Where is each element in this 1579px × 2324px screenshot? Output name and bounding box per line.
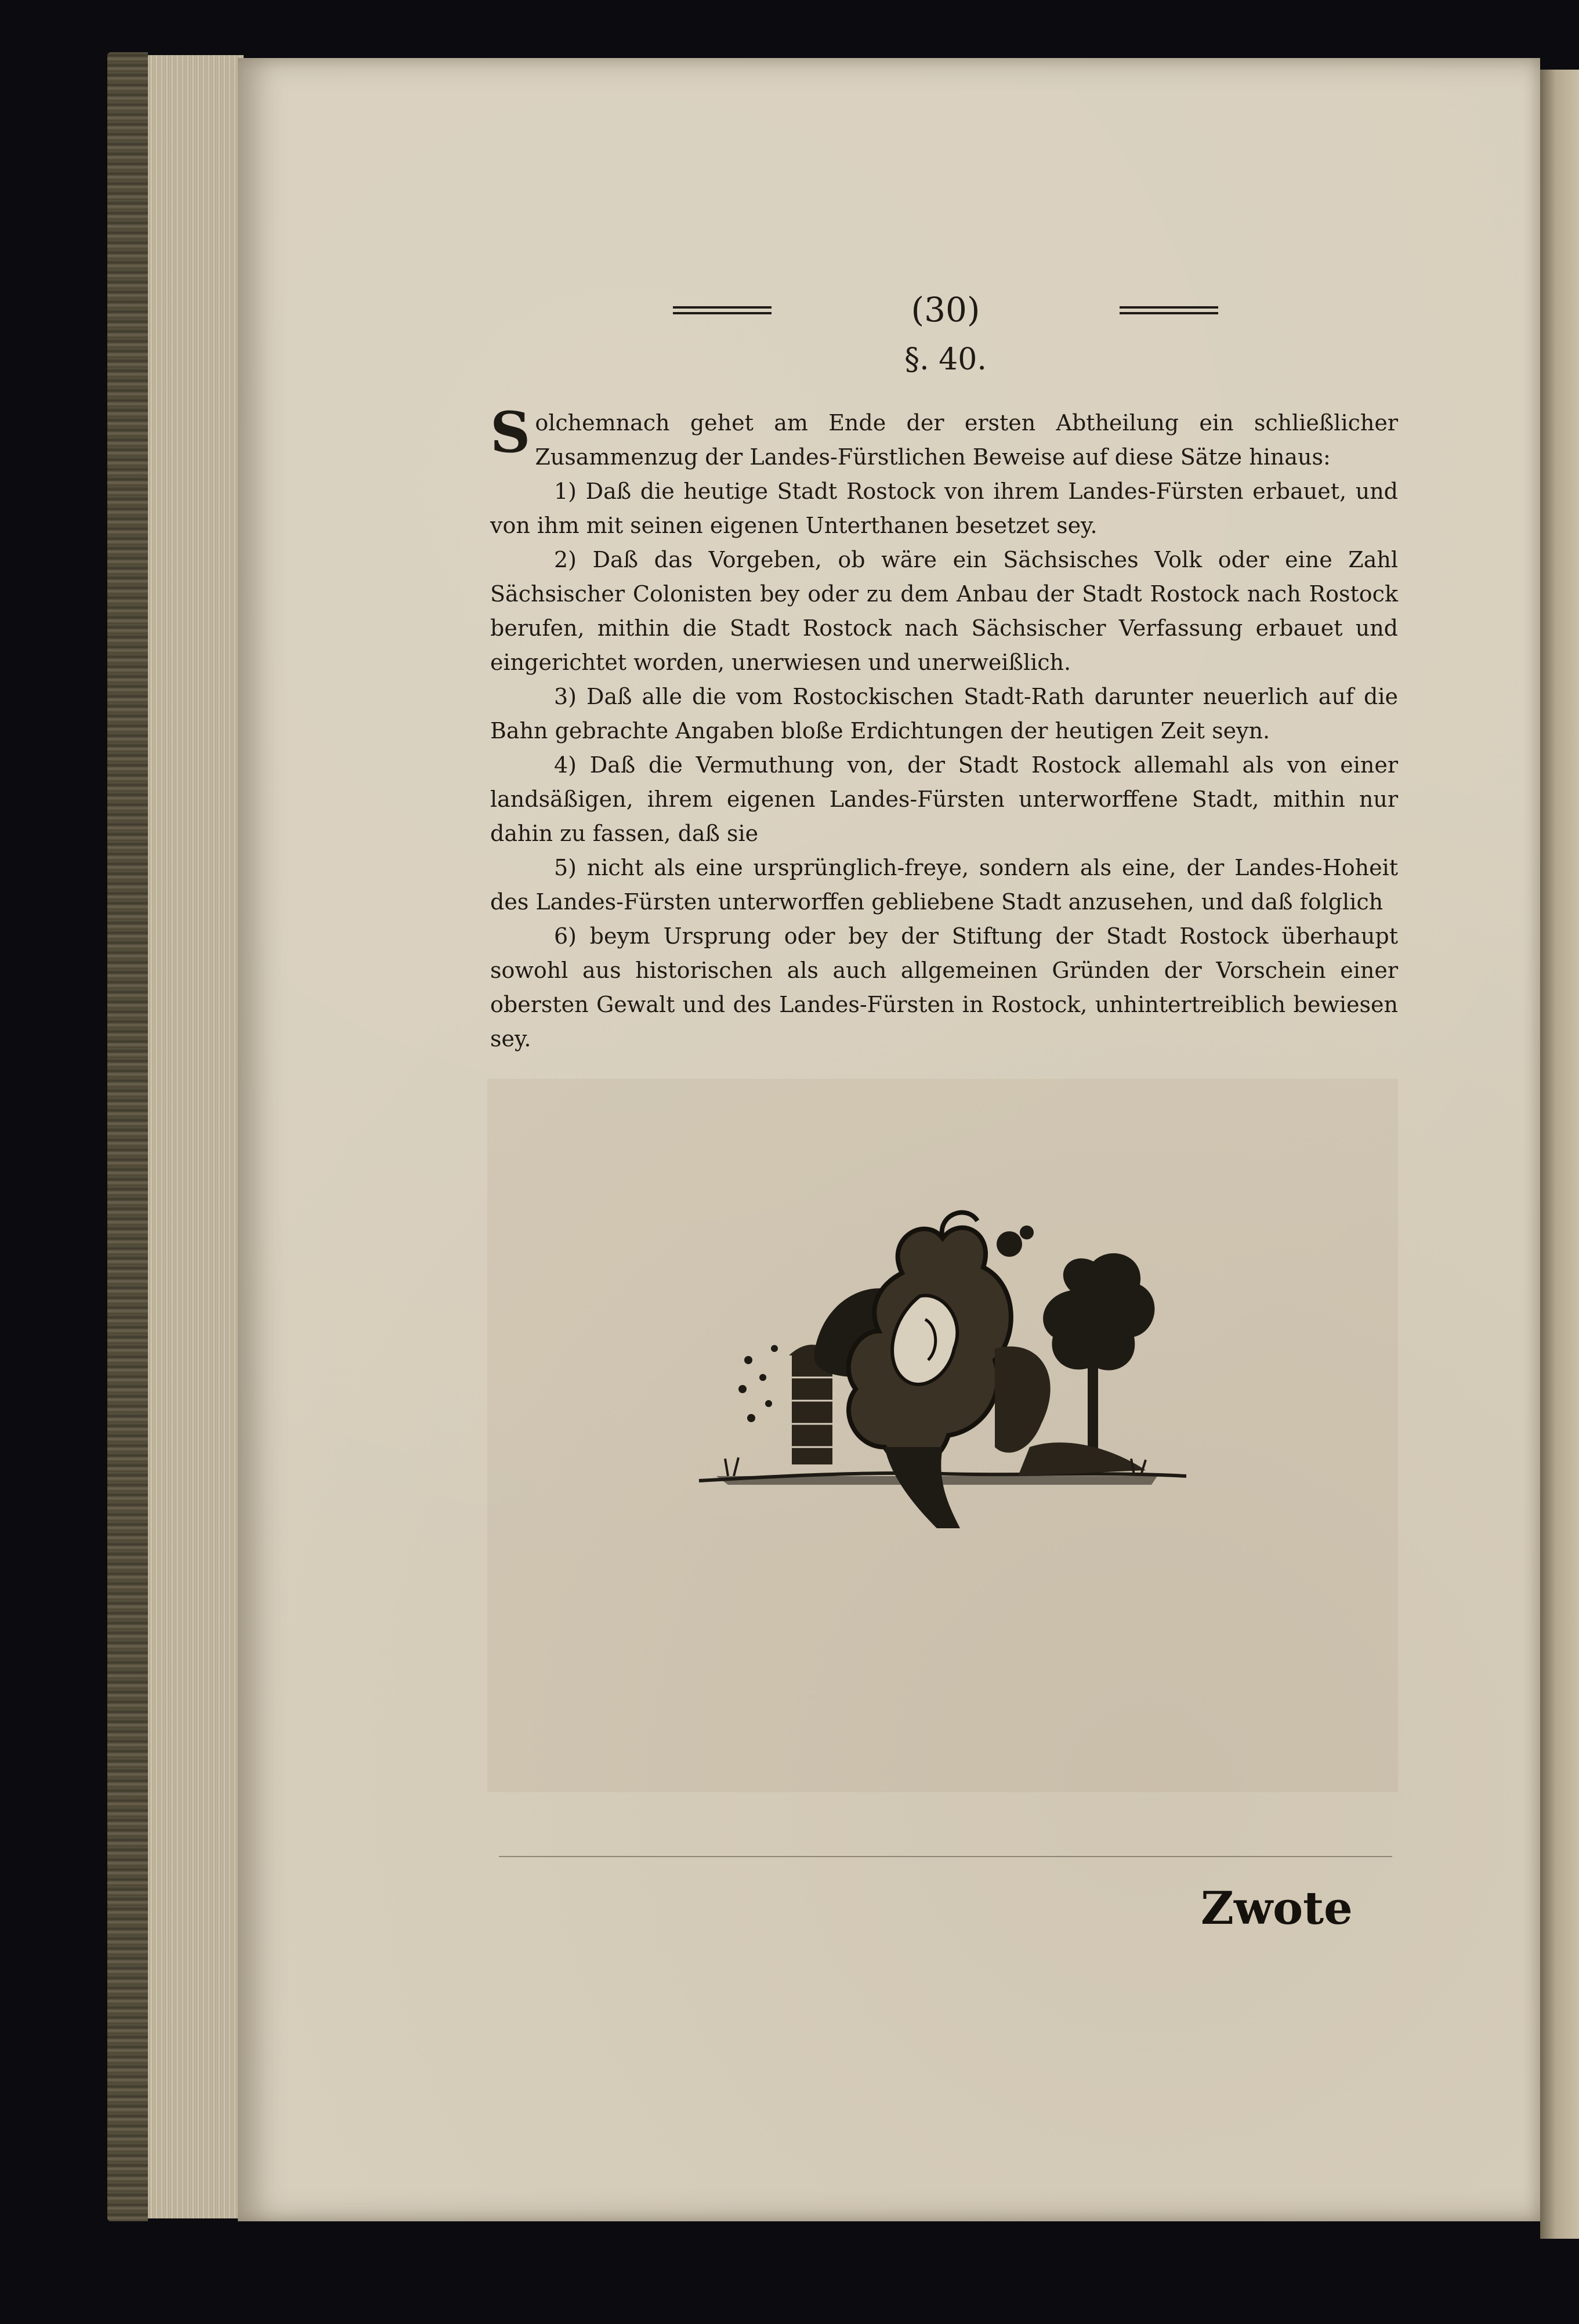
section-heading: §. 40. bbox=[904, 342, 987, 377]
facing-page-edge bbox=[1540, 70, 1579, 2239]
paragraph-point-6: 6) beym Ursprung oder bey der Stiftung der Stadt Rostock überhaupt sowohl aus historischen als auch allgemeinen Gründen der Vorschein einer obersten Gewalt und des Landes-Fürsten in Rostock, unhintertreiblich bewiesen sey. bbox=[490, 923, 1398, 1052]
paragraph-point-3: 3) Daß alle die vom Rostockischen Stadt-Rath darunter neuerlich auf die Bahn gebrachte Angaben bloße Erdichtungen der heutigen Zeit seyn. bbox=[490, 684, 1398, 744]
paragraph-point-5: 5) nicht als eine ursprünglich-freye, sondern als eine, der Landes-Hoheit des Landes-Fürsten unterworffen gebliebene Stadt anzusehen, und daß folglich bbox=[490, 855, 1398, 915]
header-rule-right bbox=[1120, 306, 1218, 314]
book-spine bbox=[107, 52, 148, 2221]
page-header bbox=[673, 290, 1218, 331]
page-number: (30) bbox=[911, 290, 980, 329]
paragraph-point-1: 1) Daß die heutige Stadt Rostock von ihrem Landes-Fürsten erbauet, und von ihm mit seinen eigenen Unterthanen besetzet sey. bbox=[490, 478, 1398, 538]
catchword: Zwote bbox=[1201, 1882, 1353, 1935]
page-edges bbox=[148, 55, 244, 2218]
woodcut-vignette-icon bbox=[693, 1203, 1192, 1540]
paragraph-point-4: 4) Daß die Vermuthung von, der Stadt Rostock allemahl als von einer landsäßigen, ihrem eigenen Landes-Fürsten unterworffene Stadt, mithin nur dahin zu fassen, daß sie bbox=[490, 752, 1398, 846]
body-text bbox=[490, 400, 1398, 1056]
bottom-rule bbox=[499, 1856, 1392, 1857]
paragraph-text: olchemnach gehet am Ende der ersten Abtheilung ein schließlicher Zusammenzug der Landes-Fürstlichen Beweise auf diese Sätze hinaus: bbox=[535, 410, 1398, 470]
paragraph-point-2: 2) Daß das Vorgeben, ob wäre ein Sächsisches Volk oder eine Zahl Sächsischer Colonisten bey oder zu dem Anbau der Stadt Rostock nach Rostock berufen, mithin die Stadt Rostock nach Sächsischer Verfassung erbauet und eingerichtet worden, unerwiesen und unerweißlich. bbox=[490, 547, 1398, 675]
drop-cap: S bbox=[490, 400, 531, 465]
paragraph-intro bbox=[490, 400, 1398, 474]
